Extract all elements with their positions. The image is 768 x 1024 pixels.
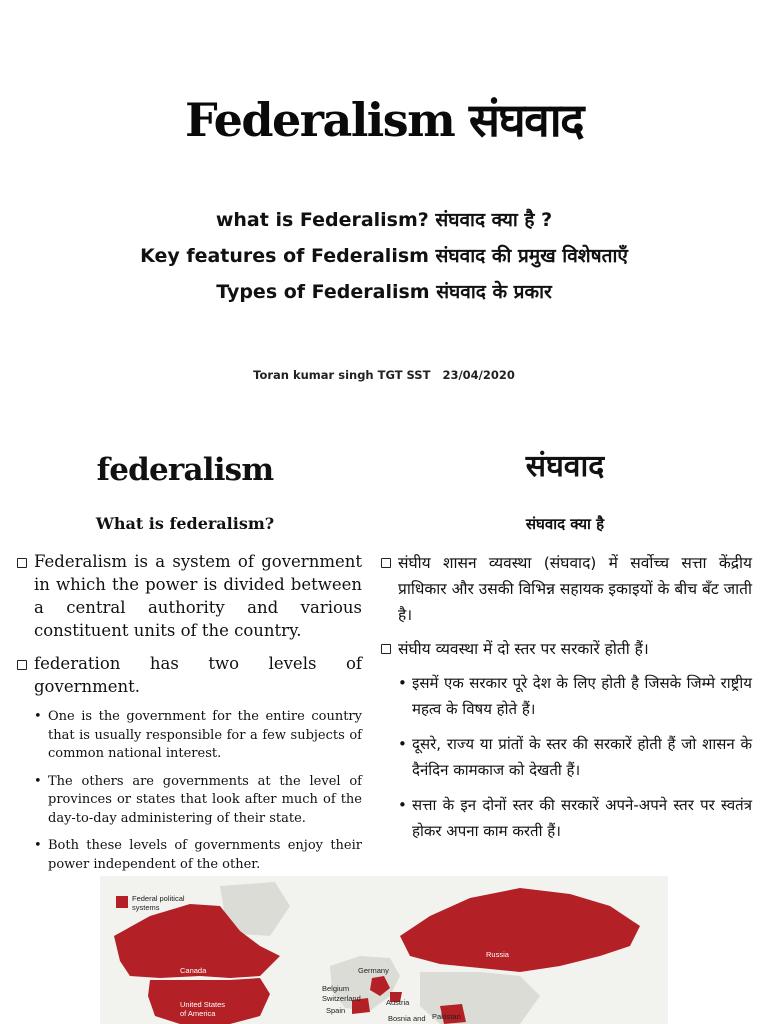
author-line [0,368,768,382]
page-title: Federalism संघवाद [184,93,584,147]
map-label-usa: United States of America [180,1000,226,1018]
main-point [16,652,362,698]
map-legend: Federal political systems [132,894,185,912]
list-item-text: One is the government for the entire country that is usually responsible for a few subjects of common national interest. [48,709,362,761]
map-label-pakistan: Pakistan [432,1012,461,1021]
map-label-belgium: Belgium [322,984,350,993]
map-label-canada: Canada [180,966,207,975]
map-label-russia: Russia [486,950,509,959]
main-point [380,550,752,628]
list-item-text: Both these levels of governments enjoy their power independent of the other. [48,838,362,872]
square-bullet-icon [381,558,391,568]
left-question: What is federalism? [95,514,275,533]
map-label-bosnia: Bosnia and [388,1014,426,1023]
list-item [34,837,362,874]
main-point-text: संघीय व्यवस्था में दो स्तर पर सरकारें होती हैं। [398,640,649,658]
list-item [398,731,752,783]
main-point-text: federation has two levels of government. [34,654,362,696]
square-bullet-icon [17,558,27,568]
left-heading: federalism [96,452,274,488]
map-label-spain: Spain [326,1006,346,1015]
list-item-text: सत्ता के इन दोनों स्तर की सरकारें अपने-अपने स्तर पर स्वतंत्र होकर अपना काम करती हैं। [412,796,752,840]
dot-bullet-icon: • [398,735,407,753]
list-item-text: दूसरे, राज्य या प्रांतों के स्तर की सरकारें होती हैं जो शासन के दैनंदिन कामकाज को देखती हैं। [412,735,752,779]
subtitle: Types of Federalism संघवाद के प्रकार [216,281,552,303]
author-date: 23/04/2020 [442,368,515,382]
subtitle: Key features of Federalism संघवाद की प्रमुख विशेषताएँ [140,245,628,267]
main-point [380,636,752,662]
map-label-switzerland: Switzerland [322,994,361,1003]
square-bullet-icon [381,644,391,654]
main-point-text: संघीय शासन व्यवस्था (संघवाद) में सर्वोच्च सत्ता केंद्रीय प्राधिकार और उसकी विभिन्न सहायक इकाइयों के बीच बँट जाती है। [398,554,752,624]
map-label-germany: Germany [358,966,389,975]
list-item [398,670,752,722]
list-item-text: The others are governments at the level of provinces or states that look after much of the day-to-day administering of their state. [48,773,362,826]
main-point-text: Federalism is a system of government in which the power is divided between a central authority and various constituent units of the country. [34,552,362,640]
right-question: संघवाद क्या है [525,515,605,533]
subtitle-list [0,206,768,314]
english-column [16,550,362,883]
world-map [100,876,668,1024]
dot-bullet-icon: • [398,674,407,692]
russia-shape [400,888,640,972]
list-item-text: इसमें एक सरकार पूरे देश के लिए होती है जिसके जिम्मे राष्ट्रीय महत्व के विषय होते हैं। [412,674,752,718]
legend-swatch [116,896,128,908]
dot-bullet-icon: • [34,838,42,853]
main-point [16,550,362,642]
dot-bullet-icon: • [398,796,407,814]
list-item [398,792,752,844]
dot-bullet-icon: • [34,709,42,724]
square-bullet-icon [17,660,27,670]
list-item [34,708,362,764]
sub-point-list [16,708,362,874]
hindi-column [380,550,752,853]
sub-point-list [380,670,752,844]
right-heading: संघवाद [525,449,605,484]
author-name: Toran kumar singh TGT SST [253,368,431,382]
list-item [34,773,362,829]
dot-bullet-icon: • [34,773,42,789]
subtitle: what is Federalism? संघवाद क्या है ? [215,209,553,231]
map-label-austria: Austria [386,998,410,1007]
